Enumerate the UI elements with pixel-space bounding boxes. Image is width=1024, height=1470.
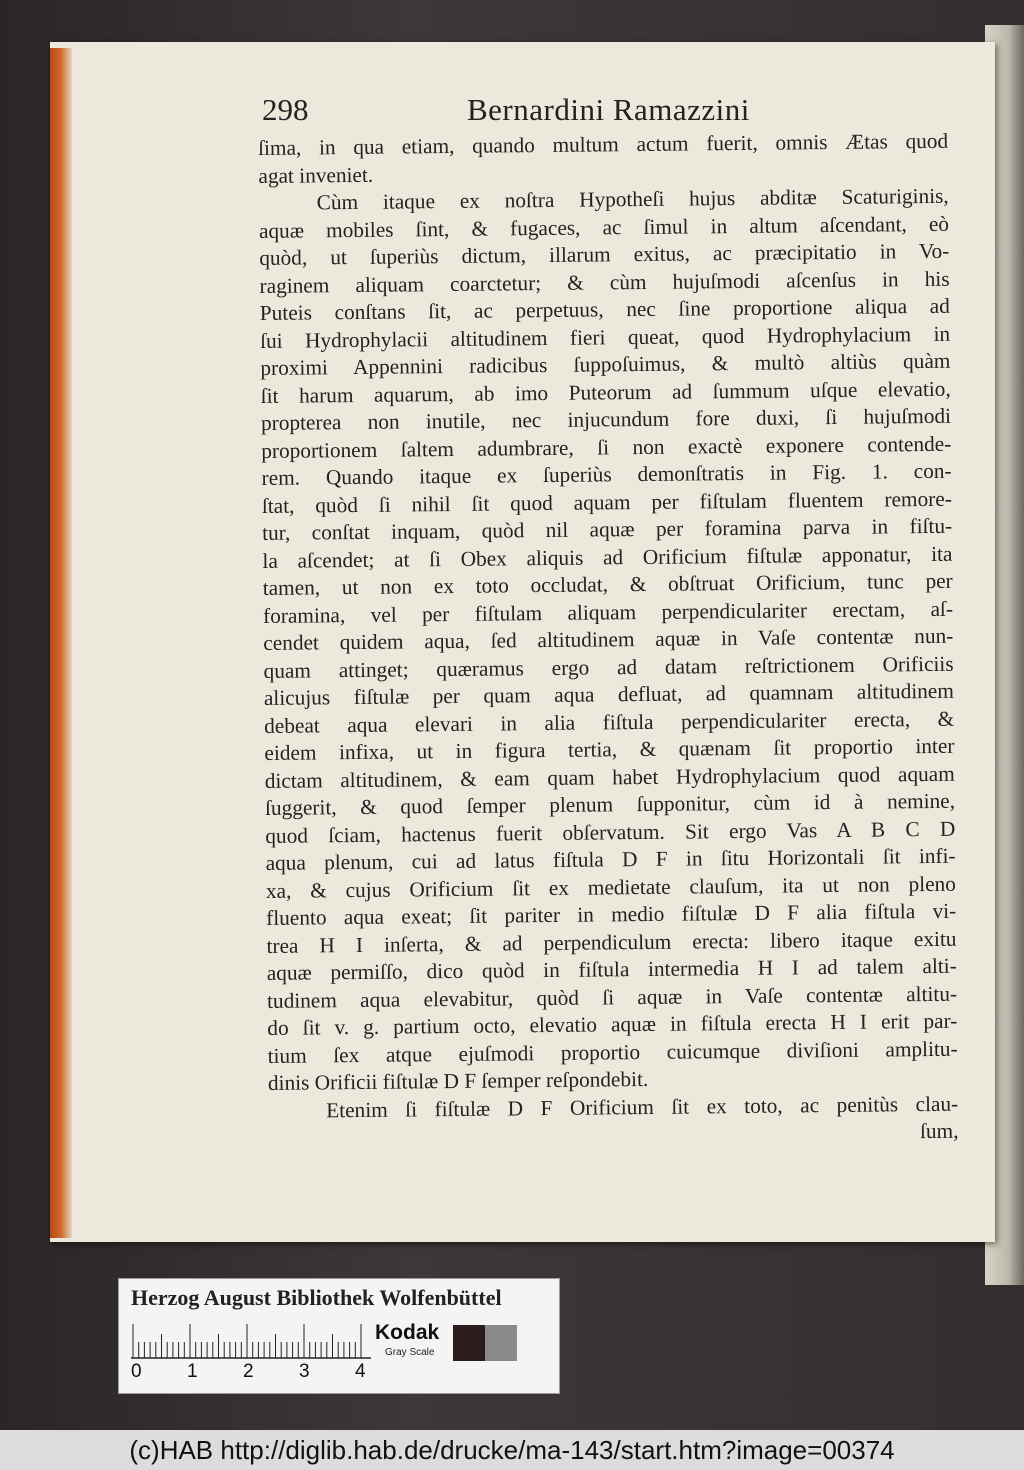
text-line: dictam altitudinem, & eam quam habet Hydrophylacium quod aquam [264, 761, 955, 793]
text-line: propterea non inutile, nec injucundum fore duxi, ſi hujuſmodi [260, 403, 952, 435]
text-line: proximi Appennini radicibus ſuppoſuimus, & multò altiùs quàm [260, 348, 951, 380]
text-line: tamen, ut non ex toto occludat, & obſtruat Orificium, tunc per [262, 568, 953, 600]
text-line: xa, & cujus Orificium ſit ex medietate clauſum, ita ut non pleno [265, 871, 956, 903]
ruler-number: 4 [355, 1361, 366, 1382]
running-head: Bernardini Ramazzini [467, 92, 750, 127]
page-number: 298 [262, 92, 309, 127]
gray-swatch [517, 1325, 549, 1361]
text-line: Etenim ſi fiſtulæ D F Orificium ſit ex toto, ac penitùs clau- [326, 1091, 959, 1122]
text-line: ſit harum aquarum, ab imo Puteorum ad ſummum uſque elevatio, [260, 376, 951, 408]
text-line: ſum, [919, 1118, 959, 1144]
text-line: fluento aqua exeat; ſit pariter in medio fiſtulæ D F alia fiſtula vi- [266, 898, 957, 930]
text-line: foramina, vel per fiſtulam aliquam perpendiculariter erectam, aſ- [262, 596, 954, 628]
text-line: cendet quidem aqua, ſed altitudinem aquæ in Vaſe contentæ nun- [263, 623, 954, 655]
text-line: quod ſciam, hactenus fuerit obſervatum. Sit ergo Vas A B C D [265, 816, 956, 848]
copyright-footer: (c)HAB http://diglib.hab.de/drucke/ma-143/start.htm?image=00374 [0, 1430, 1024, 1470]
kodak-logo: Kodak [375, 1321, 440, 1344]
text-line: alicujus fiſtulæ per quam aqua defluat, ad quamnam altitudinem [263, 678, 954, 710]
text-line: rem. Quando itaque ex ſuperiùs demonſtratis in Fig. 1. con- [261, 458, 952, 490]
ruler-number: 0 [131, 1361, 142, 1382]
text-line: proportionem ſaltem adumbrare, ſi non exactè exponere contende- [261, 431, 952, 463]
ruler-number: 3 [299, 1361, 310, 1382]
text-line: aqua plenum, cui ad latus fiſtula D F in ſitu Horizontali ſit infi- [265, 843, 956, 875]
text-line: aquæ permiſſo, dico quòd in fiſtula intermedia H I ad talem alti- [266, 953, 957, 985]
gray-swatch [453, 1325, 485, 1361]
text-line: ſui Hydrophylacii altitudinem fieri queat, quod Hydrophylacium in [260, 321, 951, 353]
page-header [262, 92, 962, 132]
gray-scale-label: Gray Scale [385, 1347, 435, 1358]
text-line: dinis Orificii fiſtulæ D F ſemper reſpondebit. [267, 1066, 649, 1095]
text-line: quòd, ut ſuperiùs dictum, illarum exitus, ac præcipitatio in Vo- [259, 238, 950, 270]
ruler-number: 1 [187, 1361, 198, 1382]
text-line: tium ſex atque ejuſmodi proportio cuicumque diviſioni amplitu- [267, 1036, 958, 1068]
gray-scale-swatches [453, 1325, 549, 1361]
text-line: la aſcendet; at ſi Obex aliquis ad Orificium fiſtulæ apponatur, ita [262, 541, 953, 573]
page-gilt-edge [50, 48, 72, 1238]
text-line: do ſit v. g. partium octo, elevatio aquæ in fiſtula erecta H I erit par- [267, 1008, 958, 1040]
text-line: ſuggerit, & quod ſemper plenum ſupponitur, cùm id à nemine, [264, 788, 956, 820]
gray-swatch [485, 1325, 517, 1361]
text-line: raginem aliquam coarctetur; & cùm hujuſmodi aſcenſus in his [259, 266, 950, 298]
library-name: Herzog August Bibliothek Wolfenbüttel [131, 1285, 502, 1310]
text-line: Cùm itaque ex noſtra Hypotheſi hujus abditæ Scaturiginis, [316, 183, 949, 215]
body-text [258, 128, 959, 1153]
measurement-ruler [131, 1323, 371, 1359]
text-line: eidem infixa, ut in figura tertia, & quænam ſit proportio inter [264, 733, 955, 765]
text-line: tudinem aqua elevabitur, quòd ſi aquæ in Vaſe contentæ altitu- [266, 981, 958, 1013]
text-line: aquæ mobiles ſint, & fugaces, ac ſimul in altum aſcendant, eò [258, 211, 950, 243]
text-line: debeat aqua elevari in alia fiſtula perpendiculariter erecta, & [264, 706, 955, 738]
text-line: trea H I inſerta, & ad perpendiculum erecta: libero itaque exitu [266, 926, 957, 958]
library-label-card [118, 1278, 560, 1394]
text-line: tur, conſtat inquam, quòd nil aquæ per foramina parva in fiſtu- [262, 513, 953, 545]
ruler-numbers [131, 1361, 371, 1385]
text-line: quam attinget; quæramus ergo ad datam reſtrictionem Orificiis [263, 651, 954, 683]
ruler-number: 2 [243, 1361, 254, 1382]
text-line: Puteis conſtans ſit, ac perpetuus, nec ſine proportione aliqua ad [259, 293, 950, 325]
text-line: ſima, in qua etiam, quando multum actum fuerit, omnis Ætas quod [258, 128, 949, 160]
text-line: ſtat, quòd ſi nihil ſit quod aquam per fiſtulam fluentem remore- [261, 486, 952, 518]
text-line: agat inveniet. [258, 162, 374, 188]
